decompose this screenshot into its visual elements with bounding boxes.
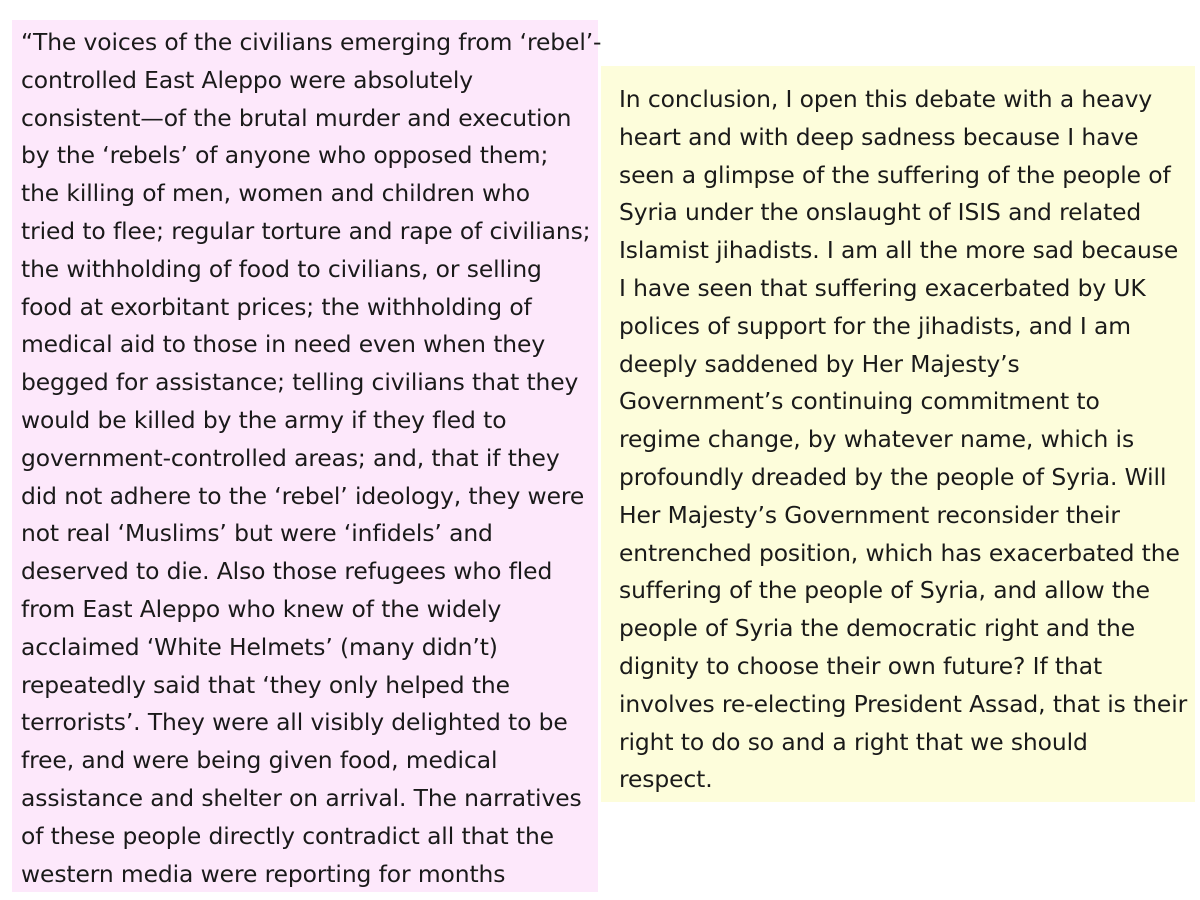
quote-line: “The voices of the civilians emerging from ‘rebel’-	[21, 28, 602, 56]
conclusion-line: Islamist jihadists. I am all the more sad because	[619, 236, 1179, 265]
quote-line: consistent—of the brutal murder and execution	[21, 103, 572, 132]
quote-highlight-block	[12, 20, 602, 892]
quote-line: free, and were being given food, medical	[21, 746, 498, 775]
quote-line: not real ‘Muslims’ but were ‘infidels’ and	[21, 519, 493, 548]
conclusion-line: involves re-electing President Assad, that is their	[619, 689, 1188, 718]
quote-line: did not adhere to the ‘rebel’ ideology, they were	[21, 481, 585, 510]
conclusion-line: dignity to choose their own future? If that	[619, 651, 1103, 680]
conclusion-line: heart and with deep sadness because I have	[619, 122, 1139, 151]
quote-line: the withholding of food to civilians, or selling	[21, 254, 542, 283]
quote-line: assistance and shelter on arrival. The narratives	[21, 783, 582, 812]
conclusion-line: entrenched position, which has exacerbated the	[619, 538, 1180, 567]
quote-line: tried to flee; regular torture and rape of civilians;	[21, 216, 591, 245]
conclusion-line: Her Majesty’s Government reconsider their	[619, 500, 1120, 529]
quote-line: from East Aleppo who knew of the widely	[21, 594, 502, 623]
quote-line: terrorists’. They were all visibly delighted to be	[21, 708, 568, 737]
quote-line: repeatedly said that ‘they only helped the	[21, 670, 510, 699]
quote-line: the killing of men, women and children who	[21, 179, 530, 208]
conclusion-line: regime change, by whatever name, which is	[619, 425, 1135, 454]
conclusion-line: deeply saddened by Her Majesty’s	[619, 349, 1020, 378]
conclusion-highlight-block	[601, 66, 1195, 802]
quote-line: acclaimed ‘White Helmets’ (many didn’t)	[21, 632, 498, 661]
conclusion-line: Syria under the onslaught of ISIS and related	[619, 198, 1142, 227]
conclusion-line: suffering of the people of Syria, and allow the	[619, 576, 1150, 605]
quote-line: by the ‘rebels’ of anyone who opposed them;	[21, 141, 549, 170]
quote-line: would be killed by the army if they fled to	[21, 405, 507, 434]
conclusion-line: right to do so and a right that we should	[619, 727, 1088, 756]
conclusion-line: polices of support for the jihadists, and I am	[619, 311, 1131, 340]
conclusion-line: respect.	[619, 765, 713, 794]
quote-line: medical aid to those in need even when they	[21, 330, 546, 359]
conclusion-line: I have seen that suffering exacerbated by UK	[619, 273, 1146, 302]
quote-line: western media were reporting for months	[21, 859, 506, 888]
quote-line: food at exorbitant prices; the withholding of	[21, 292, 532, 321]
conclusion-line: In conclusion, I open this debate with a heavy	[619, 85, 1153, 113]
conclusion-line: profoundly dreaded by the people of Syria. Will	[619, 462, 1167, 491]
quote-line: controlled East Aleppo were absolutely	[21, 65, 474, 94]
conclusion-line: seen a glimpse of the suffering of the people of	[619, 160, 1171, 189]
conclusion-line: people of Syria the democratic right and the	[619, 614, 1136, 643]
quote-line: begged for assistance; telling civilians that they	[21, 368, 579, 397]
quote-line: deserved to die. Also those refugees who fled	[21, 557, 553, 586]
conclusion-line: Government’s continuing commitment to	[619, 387, 1100, 416]
quote-line: government-controlled areas; and, that if they	[21, 443, 560, 472]
quote-line: of these people directly contradict all that the	[21, 821, 554, 850]
